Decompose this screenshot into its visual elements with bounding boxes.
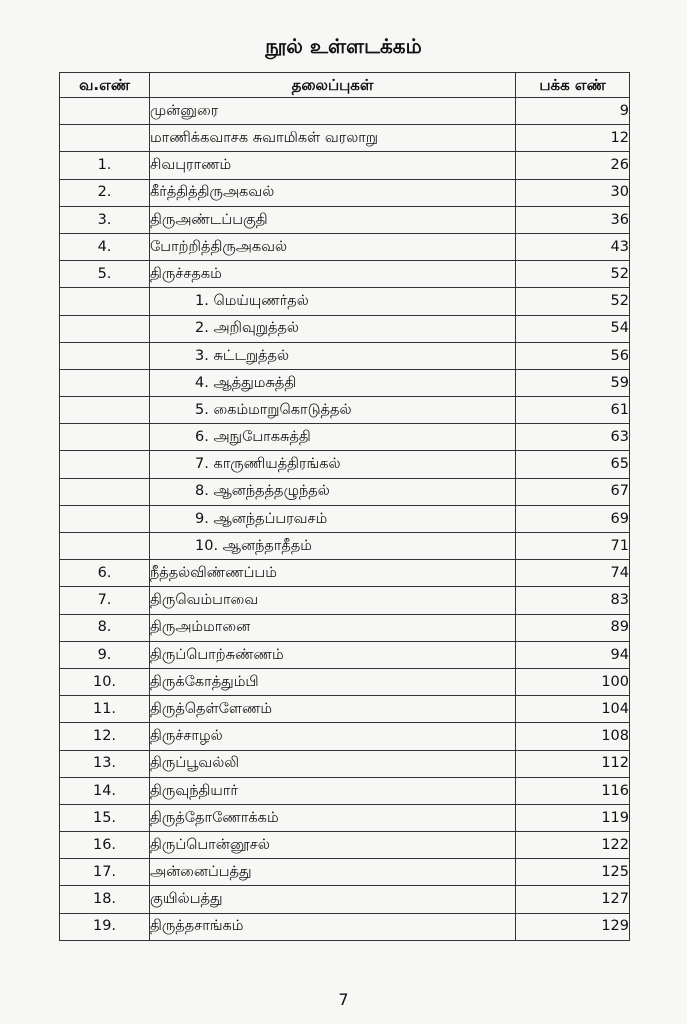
serial-cell: 13.: [60, 750, 150, 777]
page-column-header: பக்க எண்: [516, 73, 630, 98]
table-row: [60, 886, 630, 913]
heading-cell: திருக்கோத்தும்பி: [150, 668, 516, 695]
serial-cell: 1.: [60, 152, 150, 179]
page-cell: 52: [516, 261, 630, 288]
page-cell: 119: [516, 804, 630, 831]
table-row: [60, 614, 630, 641]
page-cell: 26: [516, 152, 630, 179]
serial-cell: [60, 342, 150, 369]
table-row: [60, 206, 630, 233]
table-row: [60, 451, 630, 478]
table-row: [60, 832, 630, 859]
table-row: [60, 315, 630, 342]
serial-cell: 2.: [60, 179, 150, 206]
serial-cell: [60, 125, 150, 152]
page-cell: 56: [516, 342, 630, 369]
heading-cell: 1. மெய்யுணர்தல்: [150, 288, 516, 315]
heading-cell: நீத்தல்விண்ணப்பம்: [150, 560, 516, 587]
heading-cell: 10. ஆனந்தாதீதம்: [150, 533, 516, 560]
table-row: [60, 369, 630, 396]
page-title: நூல் உள்ளடக்கம்: [265, 34, 422, 58]
serial-column-header: வ.எண்: [60, 73, 150, 98]
page-number: 7: [338, 990, 349, 1009]
page-cell: 65: [516, 451, 630, 478]
page-cell: 104: [516, 696, 630, 723]
page-cell: 67: [516, 478, 630, 505]
heading-column-header: தலைப்புகள்: [150, 73, 516, 98]
page-cell: 100: [516, 668, 630, 695]
table-row: [60, 913, 630, 940]
serial-cell: [60, 288, 150, 315]
heading-cell: திருப்பொன்னூசல்: [150, 832, 516, 859]
heading-cell: 6. அநுபோகசுத்தி: [150, 424, 516, 451]
heading-cell: 9. ஆனந்தப்பரவசம்: [150, 505, 516, 532]
page-cell: 74: [516, 560, 630, 587]
serial-cell: 3.: [60, 206, 150, 233]
table-row: [60, 804, 630, 831]
serial-cell: 19.: [60, 913, 150, 940]
page-cell: 94: [516, 641, 630, 668]
table-row: [60, 288, 630, 315]
page-cell: 83: [516, 587, 630, 614]
serial-cell: 7.: [60, 587, 150, 614]
heading-cell: 5. கைம்மாறுகொடுத்தல்: [150, 397, 516, 424]
table-row: [60, 478, 630, 505]
page-cell: 36: [516, 206, 630, 233]
table-row: [60, 533, 630, 560]
heading-cell: 3. சுட்டறுத்தல்: [150, 342, 516, 369]
serial-cell: 15.: [60, 804, 150, 831]
heading-cell: போற்றித்திருஅகவல்: [150, 233, 516, 260]
table-row: [60, 505, 630, 532]
heading-cell: திருத்தோணோக்கம்: [150, 804, 516, 831]
heading-cell: கீர்த்தித்திருஅகவல்: [150, 179, 516, 206]
table-row: [60, 179, 630, 206]
page-cell: 125: [516, 859, 630, 886]
table-row: [60, 859, 630, 886]
page-cell: 9: [516, 98, 630, 125]
table-row: [60, 152, 630, 179]
page-cell: 127: [516, 886, 630, 913]
heading-cell: குயில்பத்து: [150, 886, 516, 913]
serial-cell: [60, 98, 150, 125]
serial-cell: 16.: [60, 832, 150, 859]
serial-cell: 8.: [60, 614, 150, 641]
serial-cell: 14.: [60, 777, 150, 804]
table-row: [60, 125, 630, 152]
serial-cell: 6.: [60, 560, 150, 587]
page-cell: 54: [516, 315, 630, 342]
heading-cell: 4. ஆத்துமசுத்தி: [150, 369, 516, 396]
heading-cell: திருத்தசாங்கம்: [150, 913, 516, 940]
serial-cell: [60, 369, 150, 396]
page-cell: 89: [516, 614, 630, 641]
page-cell: 61: [516, 397, 630, 424]
table-row: [60, 98, 630, 125]
heading-cell: திருவெம்பாவை: [150, 587, 516, 614]
serial-cell: 5.: [60, 261, 150, 288]
contents-body: [60, 98, 630, 941]
page-cell: 52: [516, 288, 630, 315]
heading-cell: முன்னுரை: [150, 98, 516, 125]
heading-cell: திருஅம்மானை: [150, 614, 516, 641]
heading-cell: மாணிக்கவாசக சுவாமிகள் வரலாறு: [150, 125, 516, 152]
table-row: [60, 233, 630, 260]
table-row: [60, 750, 630, 777]
heading-cell: திருப்பொற்சுண்ணம்: [150, 641, 516, 668]
table-row: [60, 641, 630, 668]
serial-cell: 11.: [60, 696, 150, 723]
serial-cell: [60, 397, 150, 424]
serial-cell: [60, 505, 150, 532]
table-row: [60, 777, 630, 804]
table-row: [60, 696, 630, 723]
table-row: [60, 397, 630, 424]
heading-cell: திருச்சதகம்: [150, 261, 516, 288]
table-row: [60, 723, 630, 750]
serial-cell: [60, 315, 150, 342]
page-cell: 69: [516, 505, 630, 532]
serial-cell: [60, 424, 150, 451]
page-cell: 43: [516, 233, 630, 260]
page-cell: 122: [516, 832, 630, 859]
serial-cell: 10.: [60, 668, 150, 695]
table-header-row: [60, 73, 630, 98]
heading-cell: 2. அறிவுறுத்தல்: [150, 315, 516, 342]
table-row: [60, 560, 630, 587]
page-cell: 112: [516, 750, 630, 777]
heading-cell: அன்னைப்பத்து: [150, 859, 516, 886]
table-row: [60, 587, 630, 614]
page-cell: 129: [516, 913, 630, 940]
serial-cell: 4.: [60, 233, 150, 260]
heading-cell: திருச்சாழல்: [150, 723, 516, 750]
heading-cell: சிவபுராணம்: [150, 152, 516, 179]
page-cell: 30: [516, 179, 630, 206]
page-cell: 63: [516, 424, 630, 451]
page-cell: 12: [516, 125, 630, 152]
contents-table: [59, 72, 630, 941]
page-cell: 108: [516, 723, 630, 750]
page-cell: 71: [516, 533, 630, 560]
heading-cell: திருத்தெள்ளேணம்: [150, 696, 516, 723]
heading-cell: திருப்பூவல்லி: [150, 750, 516, 777]
table-row: [60, 261, 630, 288]
page-cell: 59: [516, 369, 630, 396]
serial-cell: 9.: [60, 641, 150, 668]
heading-cell: திருவுந்தியார்: [150, 777, 516, 804]
serial-cell: [60, 451, 150, 478]
serial-cell: 17.: [60, 859, 150, 886]
serial-cell: [60, 478, 150, 505]
table-row: [60, 424, 630, 451]
heading-cell: 7. காருணியத்திரங்கல்: [150, 451, 516, 478]
serial-cell: 18.: [60, 886, 150, 913]
page-cell: 116: [516, 777, 630, 804]
serial-cell: [60, 533, 150, 560]
table-row: [60, 342, 630, 369]
heading-cell: திருஅண்டப்பகுதி: [150, 206, 516, 233]
table-row: [60, 668, 630, 695]
serial-cell: 12.: [60, 723, 150, 750]
heading-cell: 8. ஆனந்தத்தழுந்தல்: [150, 478, 516, 505]
